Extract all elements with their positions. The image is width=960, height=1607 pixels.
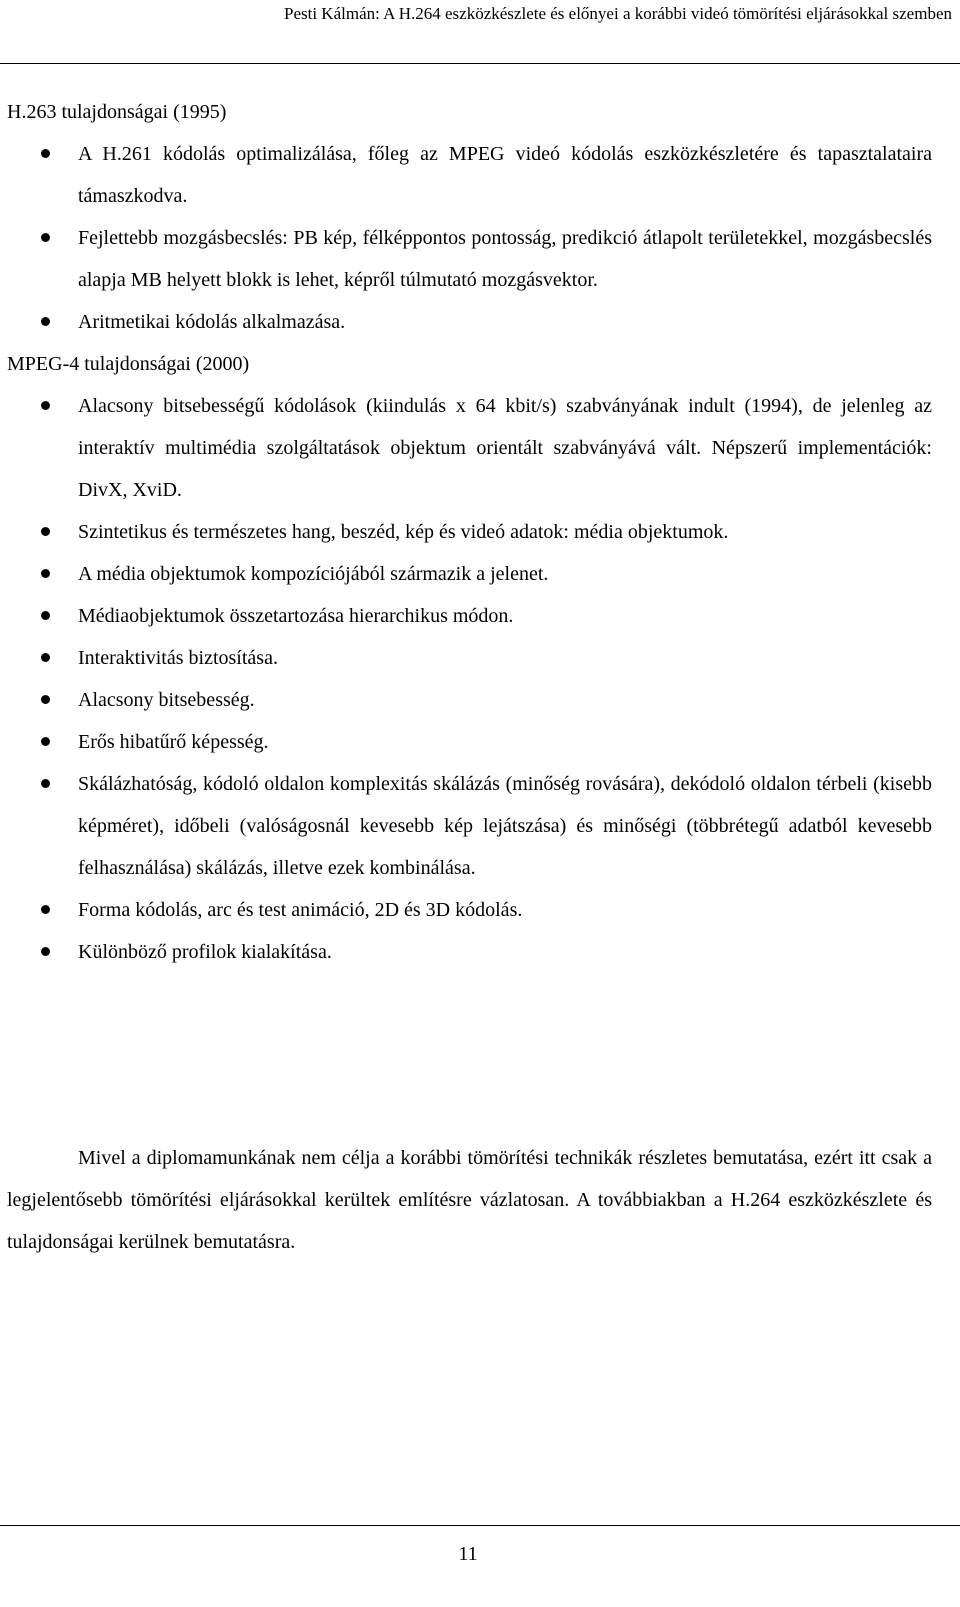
list-item-text: Forma kódolás, arc és test animáció, 2D és 3D kódolás. <box>78 899 523 921</box>
list-item-text: Alacsony bitsebesség. <box>78 689 255 711</box>
main-content <box>7 91 932 973</box>
page-header <box>0 0 960 70</box>
footer-divider <box>0 1525 960 1526</box>
list-item <box>7 763 932 889</box>
list-item-text: Interaktivitás biztosítása. <box>78 647 278 669</box>
bullet-icon <box>41 737 50 746</box>
list-item-text: Fejlettebb mozgásbecslés: PB kép, félképpontos pontosság, predikció átlapolt területekkel, mozgásbecslés alapja MB helyett blokk is lehet, képről túlmutató mozgásvektor. <box>78 227 932 291</box>
list-item-text: Különböző profilok kialakítása. <box>78 941 332 963</box>
list-item <box>7 133 932 217</box>
list-item <box>7 679 932 721</box>
list-item <box>7 301 932 343</box>
list-item <box>7 385 932 511</box>
list-item-text: Alacsony bitsebességű kódolások (kiindulás x 64 kbit/s) szabványának indult (1994), de jelenleg az interaktív multimédia szolgáltatások objektum orientált szabványává vált. Népszerű implementációk: DivX, XviD. <box>78 395 932 501</box>
bullet-list-h263 <box>7 133 932 343</box>
list-item-text: A H.261 kódolás optimalizálása, főleg az MPEG videó kódolás eszközkészletére és tapasztalataira támaszkodva. <box>78 143 932 207</box>
bullet-icon <box>41 611 50 620</box>
bullet-icon <box>41 527 50 536</box>
section-title-h263: H.263 tulajdonságai (1995) <box>7 101 227 123</box>
list-item-text: A média objektumok kompozíciójából származik a jelenet. <box>78 563 549 585</box>
bullet-icon <box>41 401 50 410</box>
header-divider <box>0 63 960 64</box>
bullet-icon <box>41 947 50 956</box>
bullet-icon <box>41 695 50 704</box>
list-item <box>7 553 932 595</box>
bullet-icon <box>41 317 50 326</box>
list-item <box>7 511 932 553</box>
running-title: Pesti Kálmán: A H.264 eszközkészlete és előnyei a korábbi videó tömörítési eljárásokkal szemben <box>283 4 952 23</box>
list-item <box>7 931 932 973</box>
bullet-icon <box>41 779 50 788</box>
list-item <box>7 721 932 763</box>
bullet-list-mpeg4 <box>7 385 932 973</box>
closing-paragraph: Mivel a diplomamunkának nem célja a korábbi tömörítési technikák részletes bemutatása, ezért itt csak a legjelentősebb tömörítési eljárásokkal kerültek említésre vázlatosan. A továbbiakban a H.264 eszközkészlete és tulajdonságai kerülnek bemutatásra. <box>7 1147 932 1253</box>
list-item <box>7 217 932 301</box>
bullet-icon <box>41 653 50 662</box>
page-number: 11 <box>458 1543 478 1565</box>
list-item <box>7 595 932 637</box>
list-item-text: Aritmetikai kódolás alkalmazása. <box>78 311 346 333</box>
bullet-icon <box>41 149 50 158</box>
bullet-icon <box>41 569 50 578</box>
section-title-mpeg4: MPEG-4 tulajdonságai (2000) <box>7 353 250 375</box>
list-item-text: Skálázhatóság, kódoló oldalon komplexitás skálázás (minőség rovására), dekódoló oldalon térbeli (kisebb képméret), időbeli (valóságosnál kevesebb kép lejátszása) és minőségi (többrétegű adatból kevesebb felhasználása) skálázás, illetve ezek kombinálása. <box>78 773 932 879</box>
list-item-text: Médiaobjektumok összetartozása hierarchikus módon. <box>78 605 514 627</box>
bullet-icon <box>41 233 50 242</box>
list-item-text: Szintetikus és természetes hang, beszéd, kép és videó adatok: média objektumok. <box>78 521 729 543</box>
bullet-icon <box>41 905 50 914</box>
list-item-text: Erős hibatűrő képesség. <box>78 731 269 753</box>
list-item <box>7 889 932 931</box>
list-item <box>7 637 932 679</box>
